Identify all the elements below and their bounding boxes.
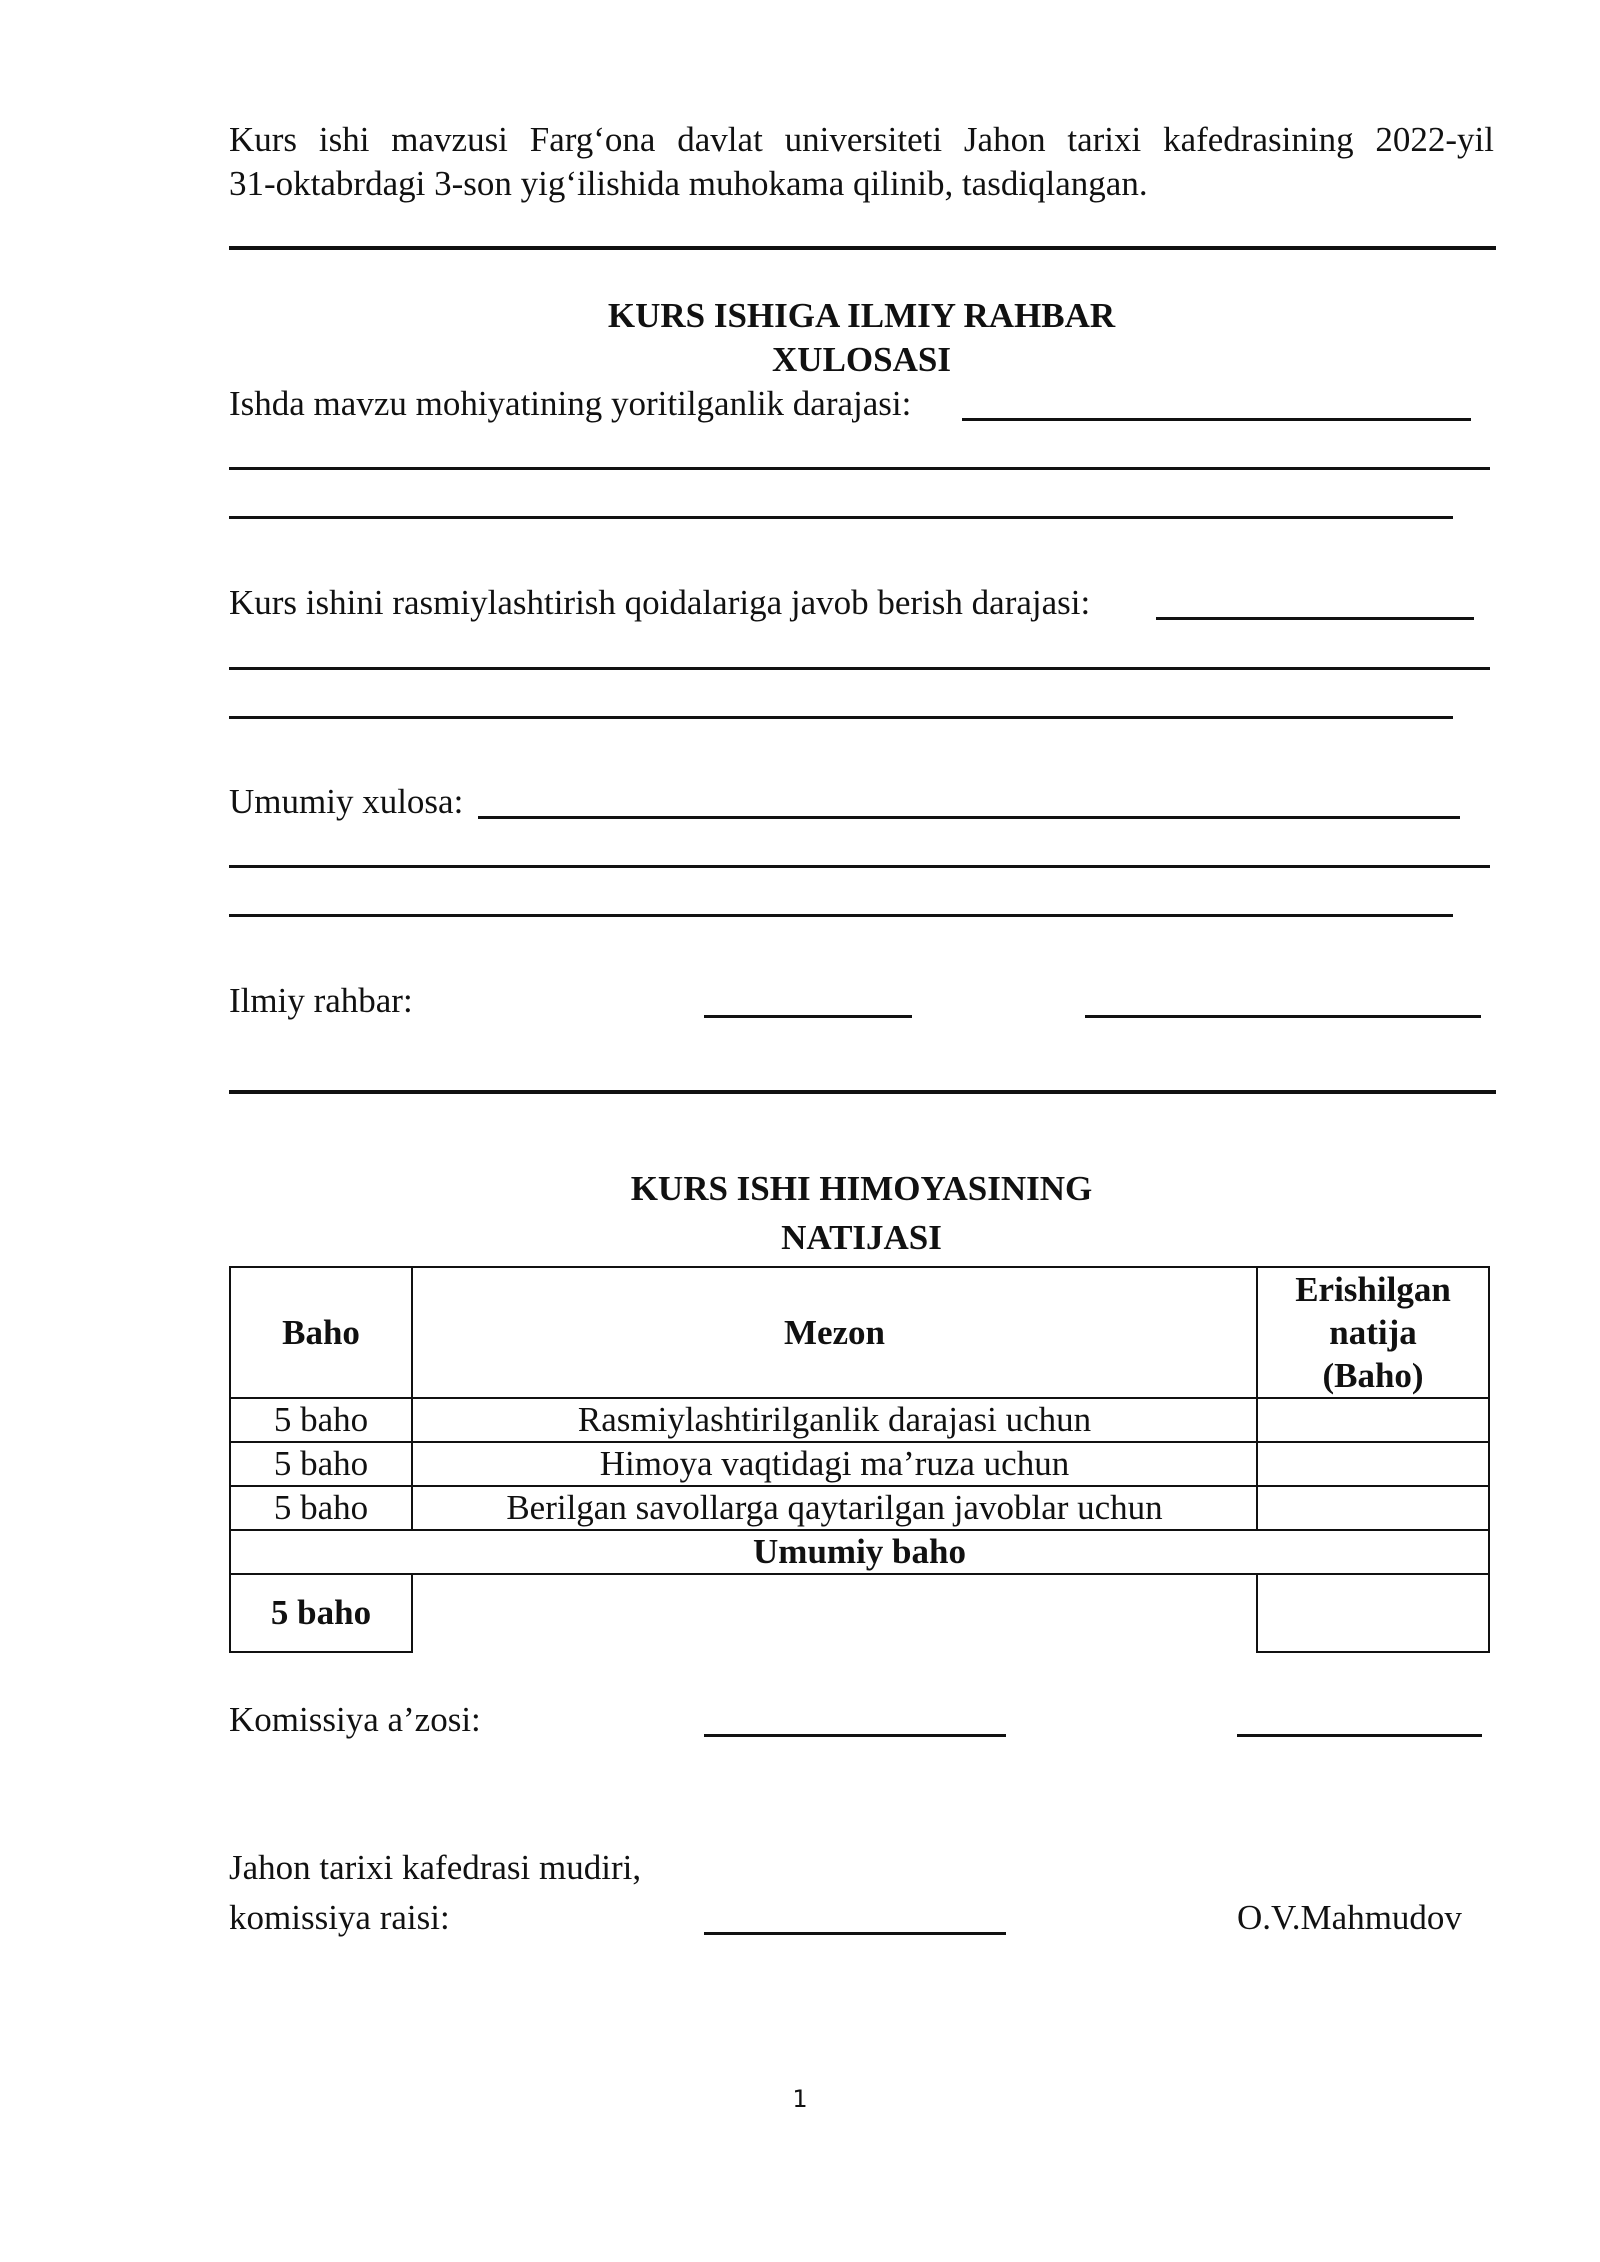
supervisor-name-line[interactable]	[1085, 1015, 1481, 1018]
results-table	[229, 1266, 1490, 1653]
field-summary-line-3[interactable]	[229, 914, 1453, 917]
table-row	[230, 1398, 1489, 1442]
header-result	[1257, 1267, 1489, 1398]
field-formatting-line-3[interactable]	[229, 716, 1453, 719]
header-grade: Baho	[230, 1267, 412, 1398]
total-row	[230, 1574, 1489, 1652]
row-grade: 5 baho	[230, 1442, 412, 1486]
table-header-row	[230, 1267, 1489, 1398]
header-result-line-1: Erishilgan	[1295, 1270, 1451, 1309]
row-grade: 5 baho	[230, 1398, 412, 1442]
commission-name-line[interactable]	[1237, 1734, 1482, 1737]
total-result-cell[interactable]	[1257, 1574, 1489, 1652]
commission-signature-line[interactable]	[704, 1734, 1006, 1737]
intro-paragraph	[229, 118, 1494, 206]
supervisor-title-line-1: KURS ISHIGA ILMIY RAHBAR	[607, 296, 1116, 335]
row-criterion: Himoya vaqtidagi ma’ruza uchun	[412, 1442, 1257, 1486]
field-coverage-line-2[interactable]	[229, 467, 1490, 470]
field-coverage-line-3[interactable]	[229, 516, 1453, 519]
row-result-cell[interactable]	[1257, 1442, 1489, 1486]
supervisor-signer-label: Ilmiy rahbar:	[229, 981, 413, 1020]
intro-line-2: 31-oktabrdagi 3-son yig‘ilishida muhokama qilinib, tasdiqlangan.	[229, 164, 1148, 203]
header-result-line-3: (Baho)	[1322, 1356, 1424, 1395]
head-label-line-2: komissiya raisi:	[229, 1898, 450, 1937]
field-summary-label: Umumiy xulosa:	[229, 782, 464, 821]
field-formatting-line-2[interactable]	[229, 667, 1490, 670]
header-criterion: Mezon	[412, 1267, 1257, 1398]
commission-member-label: Komissiya a’zosi:	[229, 1700, 481, 1739]
field-coverage-line[interactable]	[962, 418, 1471, 421]
total-label: Umumiy baho	[230, 1530, 1489, 1574]
intro-line-1: Kurs ishi mavzusi Farg‘ona davlat universiteti Jahon tarixi kafedrasining 2022-yil	[229, 120, 1494, 159]
field-summary-line-2[interactable]	[229, 865, 1490, 868]
table-row	[230, 1486, 1489, 1530]
section-divider	[229, 246, 1496, 250]
supervisor-signature-line[interactable]	[704, 1015, 912, 1018]
defense-title-line-2: NATIJASI	[781, 1218, 942, 1257]
head-name: O.V.Mahmudov	[1237, 1898, 1462, 1937]
total-grade: 5 baho	[230, 1574, 412, 1652]
row-criterion: Rasmiylashtirilganlik darajasi uchun	[412, 1398, 1257, 1442]
total-label-row	[230, 1530, 1489, 1574]
field-coverage-label: Ishda mavzu mohiyatining yoritilganlik darajasi:	[229, 384, 912, 423]
supervisor-title-line-2: XULOSASI	[772, 340, 951, 379]
field-formatting-line[interactable]	[1156, 617, 1474, 620]
field-summary-line[interactable]	[478, 816, 1460, 819]
field-formatting-label: Kurs ishini rasmiylashtirish qoidalariga javob berish darajasi:	[229, 583, 1091, 622]
head-signature-line[interactable]	[704, 1932, 1006, 1935]
page-number: 1	[792, 2085, 808, 2113]
row-grade: 5 baho	[230, 1486, 412, 1530]
section-divider-2	[229, 1090, 1496, 1094]
row-result-cell[interactable]	[1257, 1486, 1489, 1530]
defense-title-line-1: KURS ISHI HIMOYASINING	[630, 1169, 1093, 1208]
header-result-line-2: natija	[1329, 1313, 1417, 1352]
total-criterion-empty	[412, 1574, 1257, 1652]
row-result-cell[interactable]	[1257, 1398, 1489, 1442]
row-criterion: Berilgan savollarga qaytarilgan javoblar uchun	[412, 1486, 1257, 1530]
head-label-line-1: Jahon tarixi kafedrasi mudiri,	[229, 1848, 642, 1887]
table-row	[230, 1442, 1489, 1486]
